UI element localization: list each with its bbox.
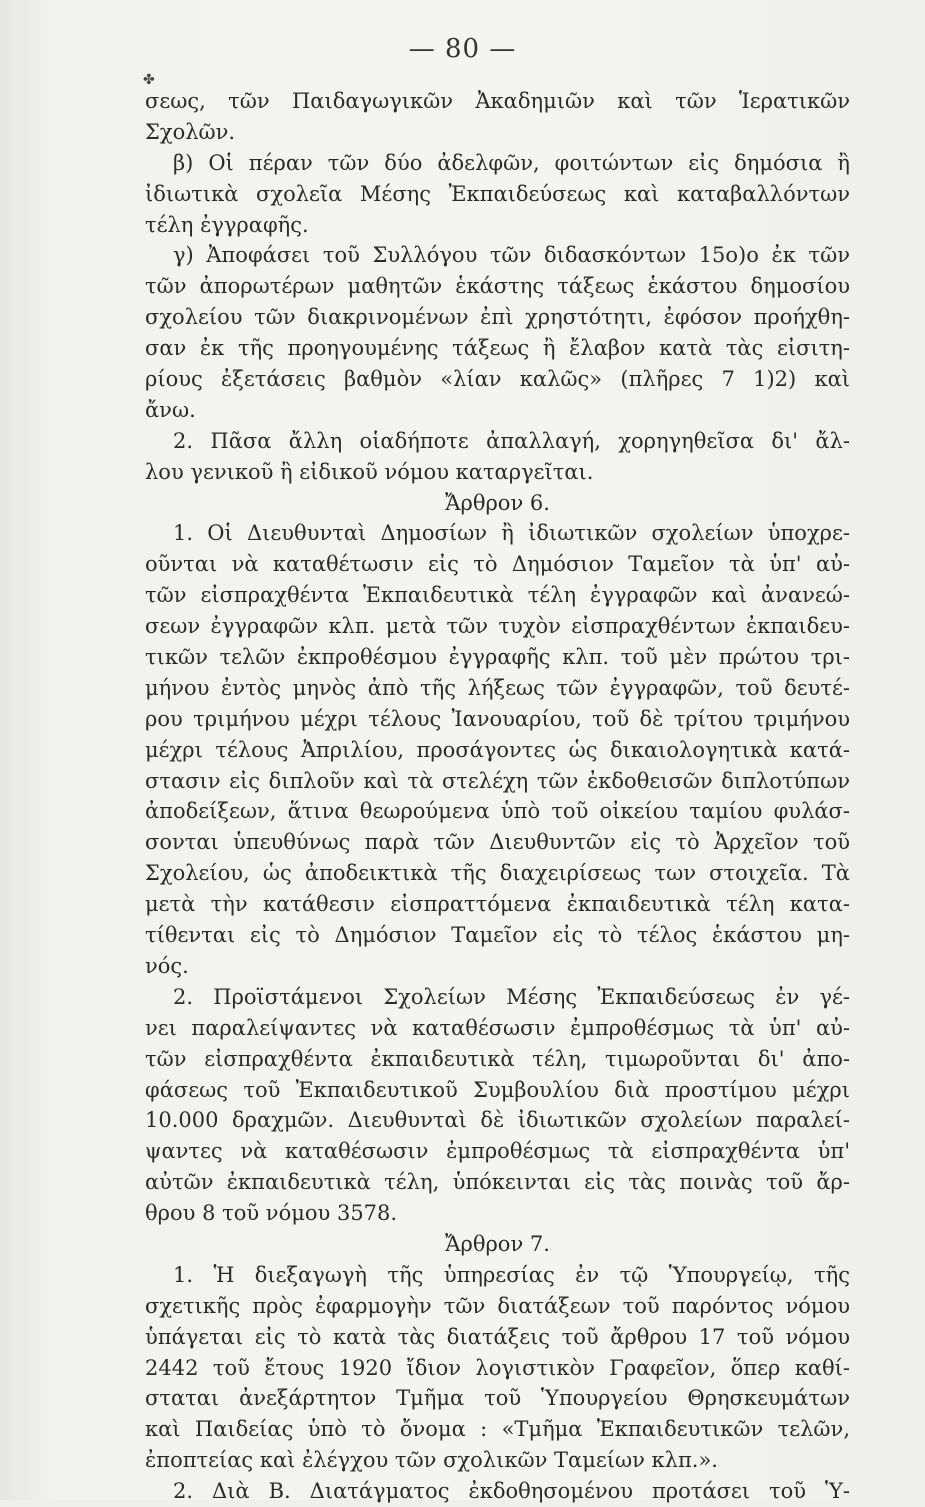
text-line: 2. Διὰ Β. Διατάγματος ἐκδοθησομένου προτάσει τοῦ Ὑ- bbox=[173, 1479, 850, 1504]
text-line: ἐποπτείας καὶ ἐλέγχου τῶν σχολικῶν Ταμείων κλπ.». bbox=[145, 1448, 718, 1473]
text-line: Σχολείου, ὡς ἀποδεικτικὰ τῆς διαχειρίσεως των στοιχεῖα. Τὰ bbox=[145, 861, 850, 886]
text-line: λου γενικοῦ ἢ εἰδικοῦ νόμου καταργεῖται. bbox=[145, 459, 594, 484]
text-line: αὐτῶν ἐκπαιδευτικὰ τέλη, ὑπόκεινται εἰς τὰς ποινὰς τοῦ ἄρ- bbox=[145, 1170, 850, 1195]
text-line: μετὰ τὴν κατάθεσιν εἰσπραττόμενα ἐκπαιδευτικὰ τέλη κατα- bbox=[145, 892, 850, 917]
text-line: σαν ἐκ τῆς προηγουμένης τάξεως ἢ ἔλαβον κατὰ τὰς εἰσιτη- bbox=[145, 336, 850, 361]
text-line: νει παραλείψαντες νὰ καταθέσωσιν ἐμπροθέσμως τὰ ὑπ' αὐ- bbox=[145, 1015, 850, 1040]
page-number: — 80 — bbox=[408, 34, 517, 64]
text-line: 2442 τοῦ ἔτους 1920 ἴδιον λογιστικὸν Γραφεῖον, ὅπερ καθί- bbox=[145, 1355, 850, 1380]
text-line: 10.000 δραχμῶν. Διευθυνταὶ δὲ ἰδιωτικῶν σχολείων παραλεί- bbox=[145, 1108, 850, 1133]
text-line: οῦνται νὰ καταθέτωσιν εἰς τὸ Δημόσιον Ταμεῖον τὰ ὑπ' αὐ- bbox=[145, 552, 850, 577]
text-line: ψαντες νὰ καταθέσωσιν ἐμπροθέσμως τὰ εἰσπραχθέντα ὑπ' bbox=[145, 1139, 850, 1164]
text-line: ἄνω. bbox=[145, 397, 196, 422]
text-line: θρου 8 τοῦ νόμου 3578. bbox=[145, 1201, 398, 1226]
text-line: στασιν εἰς διπλοῦν καὶ τὰ στελέχη τῶν ἐκδοθεισῶν διπλοτύπων bbox=[145, 768, 850, 793]
article-heading: Ἄρθρον 7. bbox=[445, 1231, 550, 1256]
text-line: Σχολῶν. bbox=[145, 119, 236, 144]
text-line: σονται ὑπευθύνως παρὰ τῶν Διευθυντῶν εἰς τὸ Ἀρχεῖον τοῦ bbox=[145, 830, 850, 855]
text-line: σταται ἀνεξάρτητον Τμῆμα τοῦ Ὑπουργείου Θρησκευμάτων bbox=[145, 1386, 850, 1411]
text-line: τῶν εἰσπραχθέντα Ἐκπαιδευτικὰ τέλη ἐγγραφῶν καὶ ἀνανεώ- bbox=[145, 583, 850, 608]
text-line: σεων ἐγγραφῶν κλπ. μετὰ τῶν τυχὸν εἰσπραχθέντων ἐκπαιδευ- bbox=[145, 614, 850, 639]
text-line: γ) Ἀποφάσει τοῦ Συλλόγου τῶν διδασκόντων 15ο)ο ἐκ τῶν bbox=[173, 243, 850, 268]
text-line: ἀποδείξεων, ἅτινα θεωρούμενα ὑπὸ τοῦ οἰκείου ταμίου φυλάσ- bbox=[145, 799, 850, 824]
printer-ornament: ✤ bbox=[143, 72, 155, 88]
text-line: νός. bbox=[145, 953, 189, 978]
text-line: ρου τριμήνου μέχρι τέλους Ἰανουαρίου, τοῦ δὲ τρίτου τριμήνου bbox=[145, 706, 850, 731]
text-line: ἰδιωτικὰ σχολεῖα Μέσης Ἐκπαιδεύσεως καὶ καταβαλλόντων bbox=[145, 181, 850, 206]
text-line: 1. Οἱ Διευθυνταὶ Δημοσίων ἢ ἰδιωτικῶν σχολείων ὑποχρε- bbox=[173, 521, 850, 546]
text-line: 1. Ἡ διεξαγωγὴ τῆς ὑπηρεσίας ἐν τῷ Ὑπουργείῳ, τῆς bbox=[173, 1262, 850, 1287]
text-line: σχετικῆς πρὸς ἐφαρμογὴν τῶν διατάξεων τοῦ παρόντος νόμου bbox=[145, 1293, 850, 1318]
text-line: καὶ Παιδείας ὑπὸ τὸ ὄνομα : «Τμῆμα Ἐκπαιδευτικῶν τελῶν, bbox=[145, 1417, 850, 1442]
text-line: μήνου ἐντὸς μηνὸς ἀπὸ τῆς λήξεως τῶν ἐγγραφῶν, τοῦ δευτέ- bbox=[145, 675, 850, 700]
text-line: ὑπάγεται εἰς τὸ κατὰ τὰς διατάξεις τοῦ ἄρθρου 17 τοῦ νόμου bbox=[145, 1324, 850, 1349]
text-line: μέχρι τέλους Ἀπριλίου, προσάγοντες ὡς δικαιολογητικὰ κατά- bbox=[145, 737, 850, 762]
text-line: τίθενται εἰς τὸ Δημόσιον Ταμεῖον εἰς τὸ τέλος ἑκάστου μη- bbox=[145, 923, 850, 948]
text-line: τῶν ἀπορωτέρων μαθητῶν ἑκάστης τάξεως ἑκάστου δημοσίου bbox=[145, 274, 850, 299]
text-line: σχολείου τῶν διακρινομένων ἐπὶ χρηστότητι, ἐφόσον προήχθη- bbox=[145, 305, 850, 330]
text-line: τικῶν τελῶν ἐκπροθέσμου ἐγγραφῆς κλπ. τοῦ μὲν πρώτου τρι- bbox=[145, 645, 850, 670]
text-line: 2. Προϊστάμενοι Σχολείων Μέσης Ἐκπαιδεύσεως ἐν γέ- bbox=[173, 984, 850, 1009]
text-line: σεως, τῶν Παιδαγωγικῶν Ἀκαδημιῶν καὶ τῶν Ἱερατικῶν bbox=[145, 89, 850, 113]
text-line: ρίους ἐξετάσεις βαθμὸν «λίαν καλῶς» (πλῆρες 7 1)2) καὶ bbox=[145, 367, 850, 392]
text-line: 2. Πᾶσα ἄλλη οἱαδήποτε ἀπαλλαγή, χορηγηθεῖσα δι' ἄλ- bbox=[173, 428, 850, 453]
text-line: β) Οἱ πέραν τῶν δύο ἀδελφῶν, φοιτώντων εἰς δημόσια ἢ bbox=[173, 150, 850, 175]
text-line: τῶν εἰσπραχθέντα ἐκπαιδευτικὰ τέλη, τιμωροῦνται δι' ἀπο- bbox=[145, 1046, 850, 1071]
text-line: φάσεως τοῦ Ἐκπαιδευτικοῦ Συμβουλίου διὰ προστίμου μέχρι bbox=[145, 1077, 850, 1102]
article-heading: Ἄρθρον 6. bbox=[445, 490, 550, 515]
body-text bbox=[145, 86, 850, 1507]
text-line: τέλη ἐγγραφῆς. bbox=[145, 212, 309, 237]
